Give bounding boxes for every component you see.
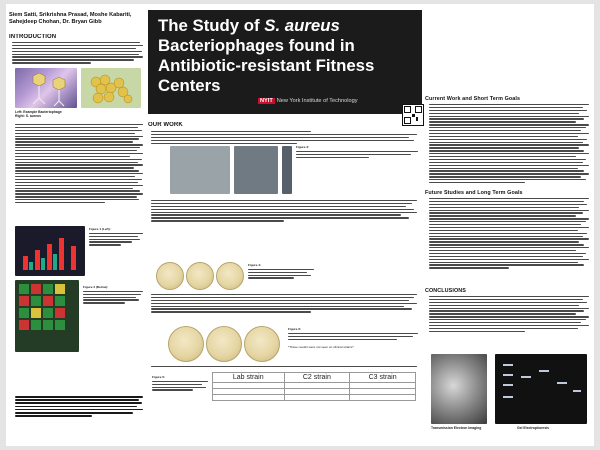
- our-work-results-text: [151, 294, 417, 313]
- introduction-bullets: [15, 124, 143, 203]
- bacteriophage-illustration: [15, 68, 77, 108]
- current-work-text: [429, 104, 589, 183]
- figure-1-chart: [15, 226, 85, 276]
- table-header-c3: C3 strain: [350, 373, 416, 383]
- figure-6-title: Figure 6:: [288, 328, 302, 331]
- bacteriophage-image: [15, 68, 77, 108]
- figure-2-heatmap: [15, 280, 79, 352]
- figure-3-gym-photo-3: [282, 146, 292, 194]
- future-studies-text: [429, 198, 589, 269]
- figure-2-image: [15, 280, 79, 352]
- gel-caption: Gel Electrophoresis: [517, 426, 550, 430]
- author-list: [9, 12, 145, 26]
- right-column: [425, 10, 591, 440]
- table-header-lab: Lab strain: [213, 373, 285, 383]
- table-row: [213, 395, 416, 401]
- our-work-closing-text: [151, 366, 417, 367]
- title-banner: [148, 10, 422, 114]
- s-aureus-cluster-illustration: [81, 68, 141, 108]
- introduction-text: [12, 42, 143, 64]
- logo-name: New York Institute of Technology: [276, 98, 358, 104]
- figure-6-plate-2: [206, 326, 242, 362]
- figure-3-gym-photo-2: [234, 146, 278, 194]
- figure-3-caption: [296, 146, 418, 158]
- our-work-methods-text: [151, 200, 417, 222]
- conclusions-heading: CONCLUSIONS: [425, 288, 466, 294]
- figure-2-title: Figure 2 (Below):: [83, 286, 109, 289]
- figure-4-plate-2: [186, 262, 214, 290]
- title-species: S. aureus: [264, 16, 340, 35]
- tem-caption: Transmission Electron Imaging: [431, 426, 482, 430]
- author-line-2: Sahejdeep Chohan, Dr. Bryan Gibb: [9, 19, 102, 25]
- figure-3-title: Figure 3:: [296, 146, 310, 149]
- figure-6-caption: [288, 328, 418, 350]
- figure-4-title: Figure 4:: [248, 264, 262, 267]
- figure-4-caption: [248, 264, 314, 279]
- bacteriophage-caption: Left: Example Bacteriophage Right: S. aureus: [15, 110, 62, 118]
- title-part-1: The Study of: [158, 16, 265, 35]
- figure-5-title: Figure 5:: [152, 376, 166, 379]
- left-column: [9, 10, 145, 440]
- figure-1-title: Figure 1 (Left):: [89, 228, 111, 231]
- title-part-2: Bacteriophages found in Antibiotic-resistant Fitness Centers: [158, 36, 375, 95]
- poster-title: [158, 16, 408, 96]
- figure-6-plate-3: [244, 326, 280, 362]
- table-header-c2: C2 strain: [284, 373, 350, 383]
- poster: [6, 4, 594, 446]
- gel-image: [495, 354, 587, 424]
- introduction-heading: INTRODUCTION: [9, 34, 57, 40]
- figure-4-plate-1: [156, 262, 184, 290]
- our-work-intro-text: [151, 131, 417, 144]
- figure-3-gym-photo-1: [170, 146, 230, 194]
- introduction-conclusion-text: [15, 396, 143, 417]
- figure-1-caption: [89, 228, 143, 246]
- figure-1-image: [15, 226, 85, 276]
- future-studies-heading: Future Studies and Long Term Goals: [425, 190, 523, 196]
- figure-5-caption: [152, 376, 208, 391]
- infection-results-table: [212, 372, 416, 401]
- institution-logo: [258, 98, 358, 104]
- figure-6-plate-1: [168, 326, 204, 362]
- figure-2-caption: [83, 286, 143, 304]
- conclusions-text: [429, 296, 589, 332]
- gel-bands: [495, 354, 587, 424]
- author-line-1: Siem Satti, Srikrishna Prasad, Moshe Kabariti,: [9, 12, 132, 18]
- results-note: *These results were not seen on clinical strains*: [288, 344, 354, 349]
- figure-4-plate-3: [216, 262, 244, 290]
- tem-image: [431, 354, 487, 424]
- current-work-heading: Current Work and Short Term Goals: [425, 96, 521, 102]
- s-aureus-image: [81, 68, 141, 108]
- our-work-heading: OUR WORK: [148, 122, 183, 128]
- logo-mark: NYIT: [260, 98, 273, 104]
- middle-column: [148, 122, 422, 440]
